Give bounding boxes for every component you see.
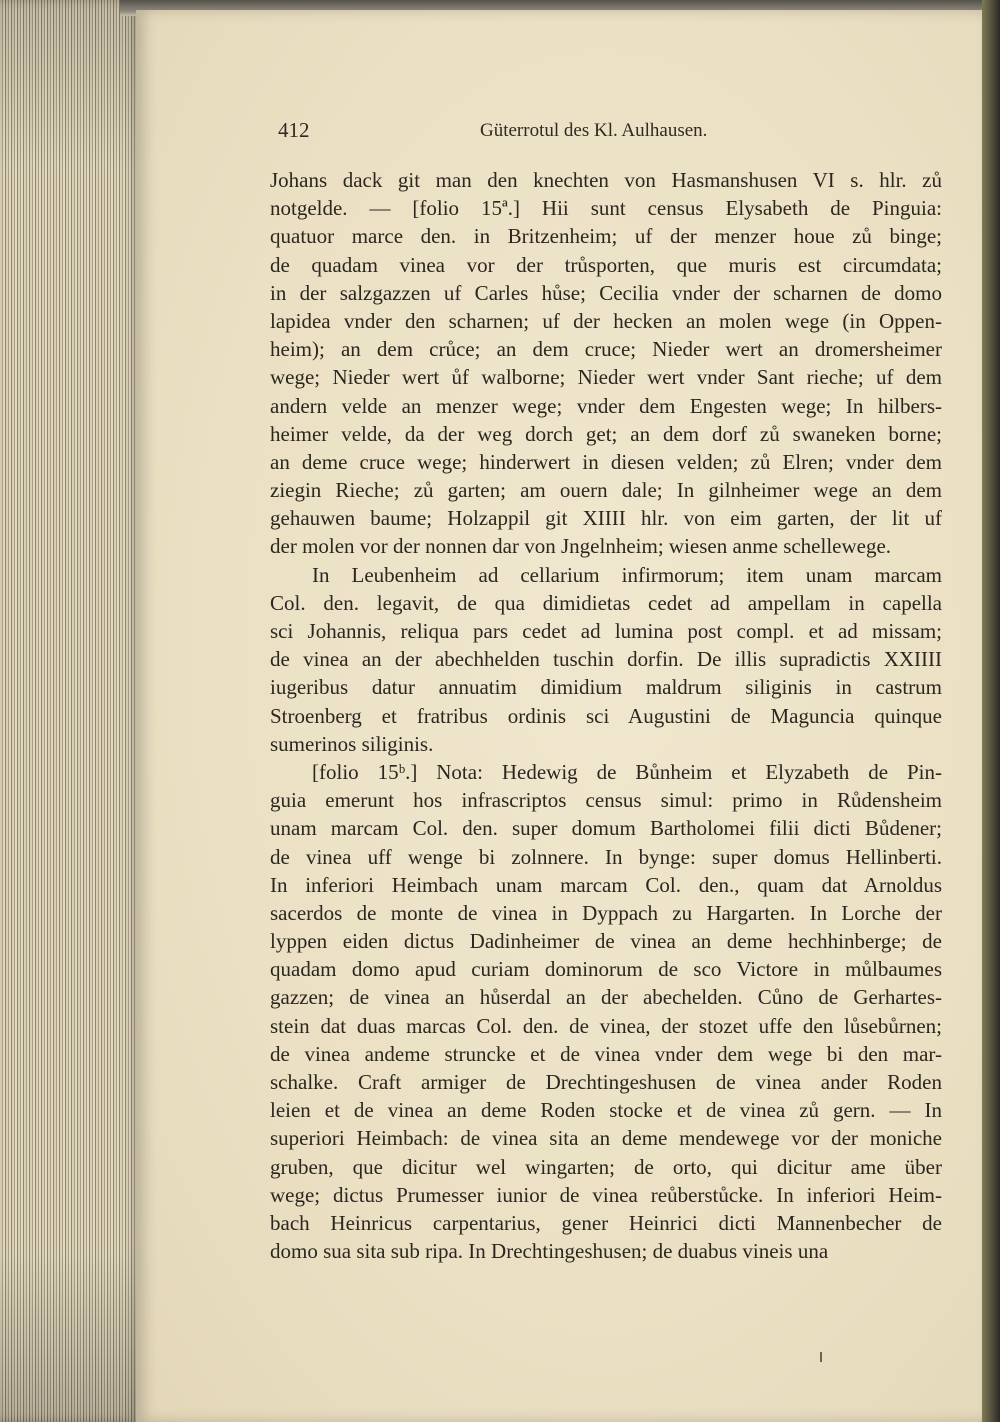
text-line: In Leubenheim ad cellarium infirmorum; item unam marcam (312, 562, 942, 587)
page-right-shadow (982, 0, 1000, 1422)
text-line: sumerinos siliginis. (270, 731, 434, 756)
text-line: quatuor marce den. in Britzenheim; uf der menzer houe zů binge; (270, 224, 942, 249)
text-line: In inferiori Heimbach unam marcam Col. den., quam dat Arnoldus (270, 872, 942, 897)
text-line: wege; dictus Prumesser iunior de vinea reůberstůcke. In inferiori Heim- (270, 1182, 942, 1207)
text-line: domo sua sita sub ripa. In Drechtingeshusen; de duabus vineis una (270, 1239, 829, 1264)
ink-speck (820, 1352, 822, 1362)
running-title: Güterrotul des Kl. Aulhausen. (480, 120, 708, 141)
paragraph (270, 561, 942, 758)
text-line: lapidea vnder den scharnen; uf der hecken an molen wege (in Oppen- (270, 308, 942, 333)
text-line: Col. den. legavit, de qua dimidietas cedet ad ampellam in capella (270, 590, 942, 615)
text-line: gazzen; de vinea an hůserdal an der abechelden. Cůno de Gerhartes- (270, 985, 942, 1010)
text-line: der molen vor der nonnen dar von Jngelnheim; wiesen anme schellewege. (270, 534, 892, 559)
text-line: superiori Heimbach: de vinea sita an deme mendewege vor der moniche (270, 1126, 942, 1151)
text-line: unam marcam Col. den. super domum Bartholomei filii dicti Bůdener; (270, 816, 942, 841)
text-line: Stroenberg et fratribus ordinis sci Augustini de Maguncia quinque (270, 703, 942, 728)
text-line: gehauwen baume; Holzappil git XIIII hlr. von eim garten, der lit uf (270, 506, 942, 531)
page-header (278, 118, 938, 152)
paragraph (270, 166, 942, 561)
text-line: leien et de vinea an deme Roden stocke et de vinea zů gern. — In (270, 1098, 942, 1123)
page-edges-stack (0, 0, 140, 1422)
body-text (270, 166, 942, 1265)
text-line: de vinea uff wenge bi zolnnere. In bynge: super domus Hellinberti. (270, 844, 942, 869)
text-line: de vinea an der abechhelden tuschin dorfin. De illis supradictis XXIIII (270, 647, 942, 672)
text-line: an deme cruce wege; hinderwert in diesen velden; zů Elren; vnder dem (270, 449, 942, 474)
text-line: sacerdos de monte de vinea in Dyppach zu Hargarten. In Lorche der (270, 900, 942, 925)
text-line: lyppen eiden dictus Dadinheimer de vinea an deme hechhinberge; de (270, 929, 942, 954)
text-line: andern velde an menzer wege; vnder dem Engesten wege; In hilbers- (270, 393, 942, 418)
page-number: 412 (278, 118, 310, 142)
text-line: notgelde. — [folio 15ª.] Hii sunt census Elysabeth de Pinguia: (270, 196, 942, 221)
text-line: quadam domo apud curiam dominorum de sco Victore in můlbaumes (270, 957, 942, 982)
text-line: iugeribus datur annuatim dimidium maldrum siliginis in castrum (270, 675, 942, 700)
text-line: heim); an dem crůce; an dem cruce; Nieder wert an dromershеimer (270, 337, 942, 362)
text-line: gruben, que dicitur wel wingarten; de orto, qui dicitur ame über (270, 1154, 942, 1179)
paragraph (270, 758, 942, 1265)
text-line: de vinea andeme struncke et de vinea vnder dem wege bi den mar- (270, 1041, 942, 1066)
text-line: wege; Nieder wert ůf walborne; Nieder wert vnder Sant rieche; uf dem (270, 365, 942, 390)
text-line: heimer velde, da der weg dorch get; an dem dorf zů swaneken borne; (270, 421, 942, 446)
text-line: guia emerunt hos infrascriptos census simul: primo in Růdensheim (270, 788, 942, 813)
text-line: de quadam vinea vor der trůsporten, que muris est circumdata; (270, 252, 942, 277)
text-line: bach Heinricus carpentarius, gener Heinrici dicti Mannenbecher de (270, 1210, 942, 1235)
text-line: [folio 15ᵇ.] Nota: Hedewig de Bůnheim et Elyzabeth de Pin- (312, 759, 942, 784)
text-line: schalke. Craft armiger de Drechtingeshusen de vinea ander Roden (270, 1070, 942, 1094)
text-line: in der salzgazzen uf Carles hůse; Cecilia vnder der scharnen de domo (270, 280, 942, 305)
text-line: stein dat duas marcas Col. den. de vinea, der stozet uffe den lůsebůrnen; (270, 1013, 942, 1038)
text-line: Johans dack git man den knechten von Hasmanshusen VI s. hlr. zů (270, 168, 942, 192)
text-line: ziegin Rieche; zů garten; am ouern dale; In gilnheimer wege an dem (270, 478, 942, 503)
text-line: sci Johannis, reliqua pars cedet ad lumina post compl. et ad missam; (270, 619, 942, 643)
